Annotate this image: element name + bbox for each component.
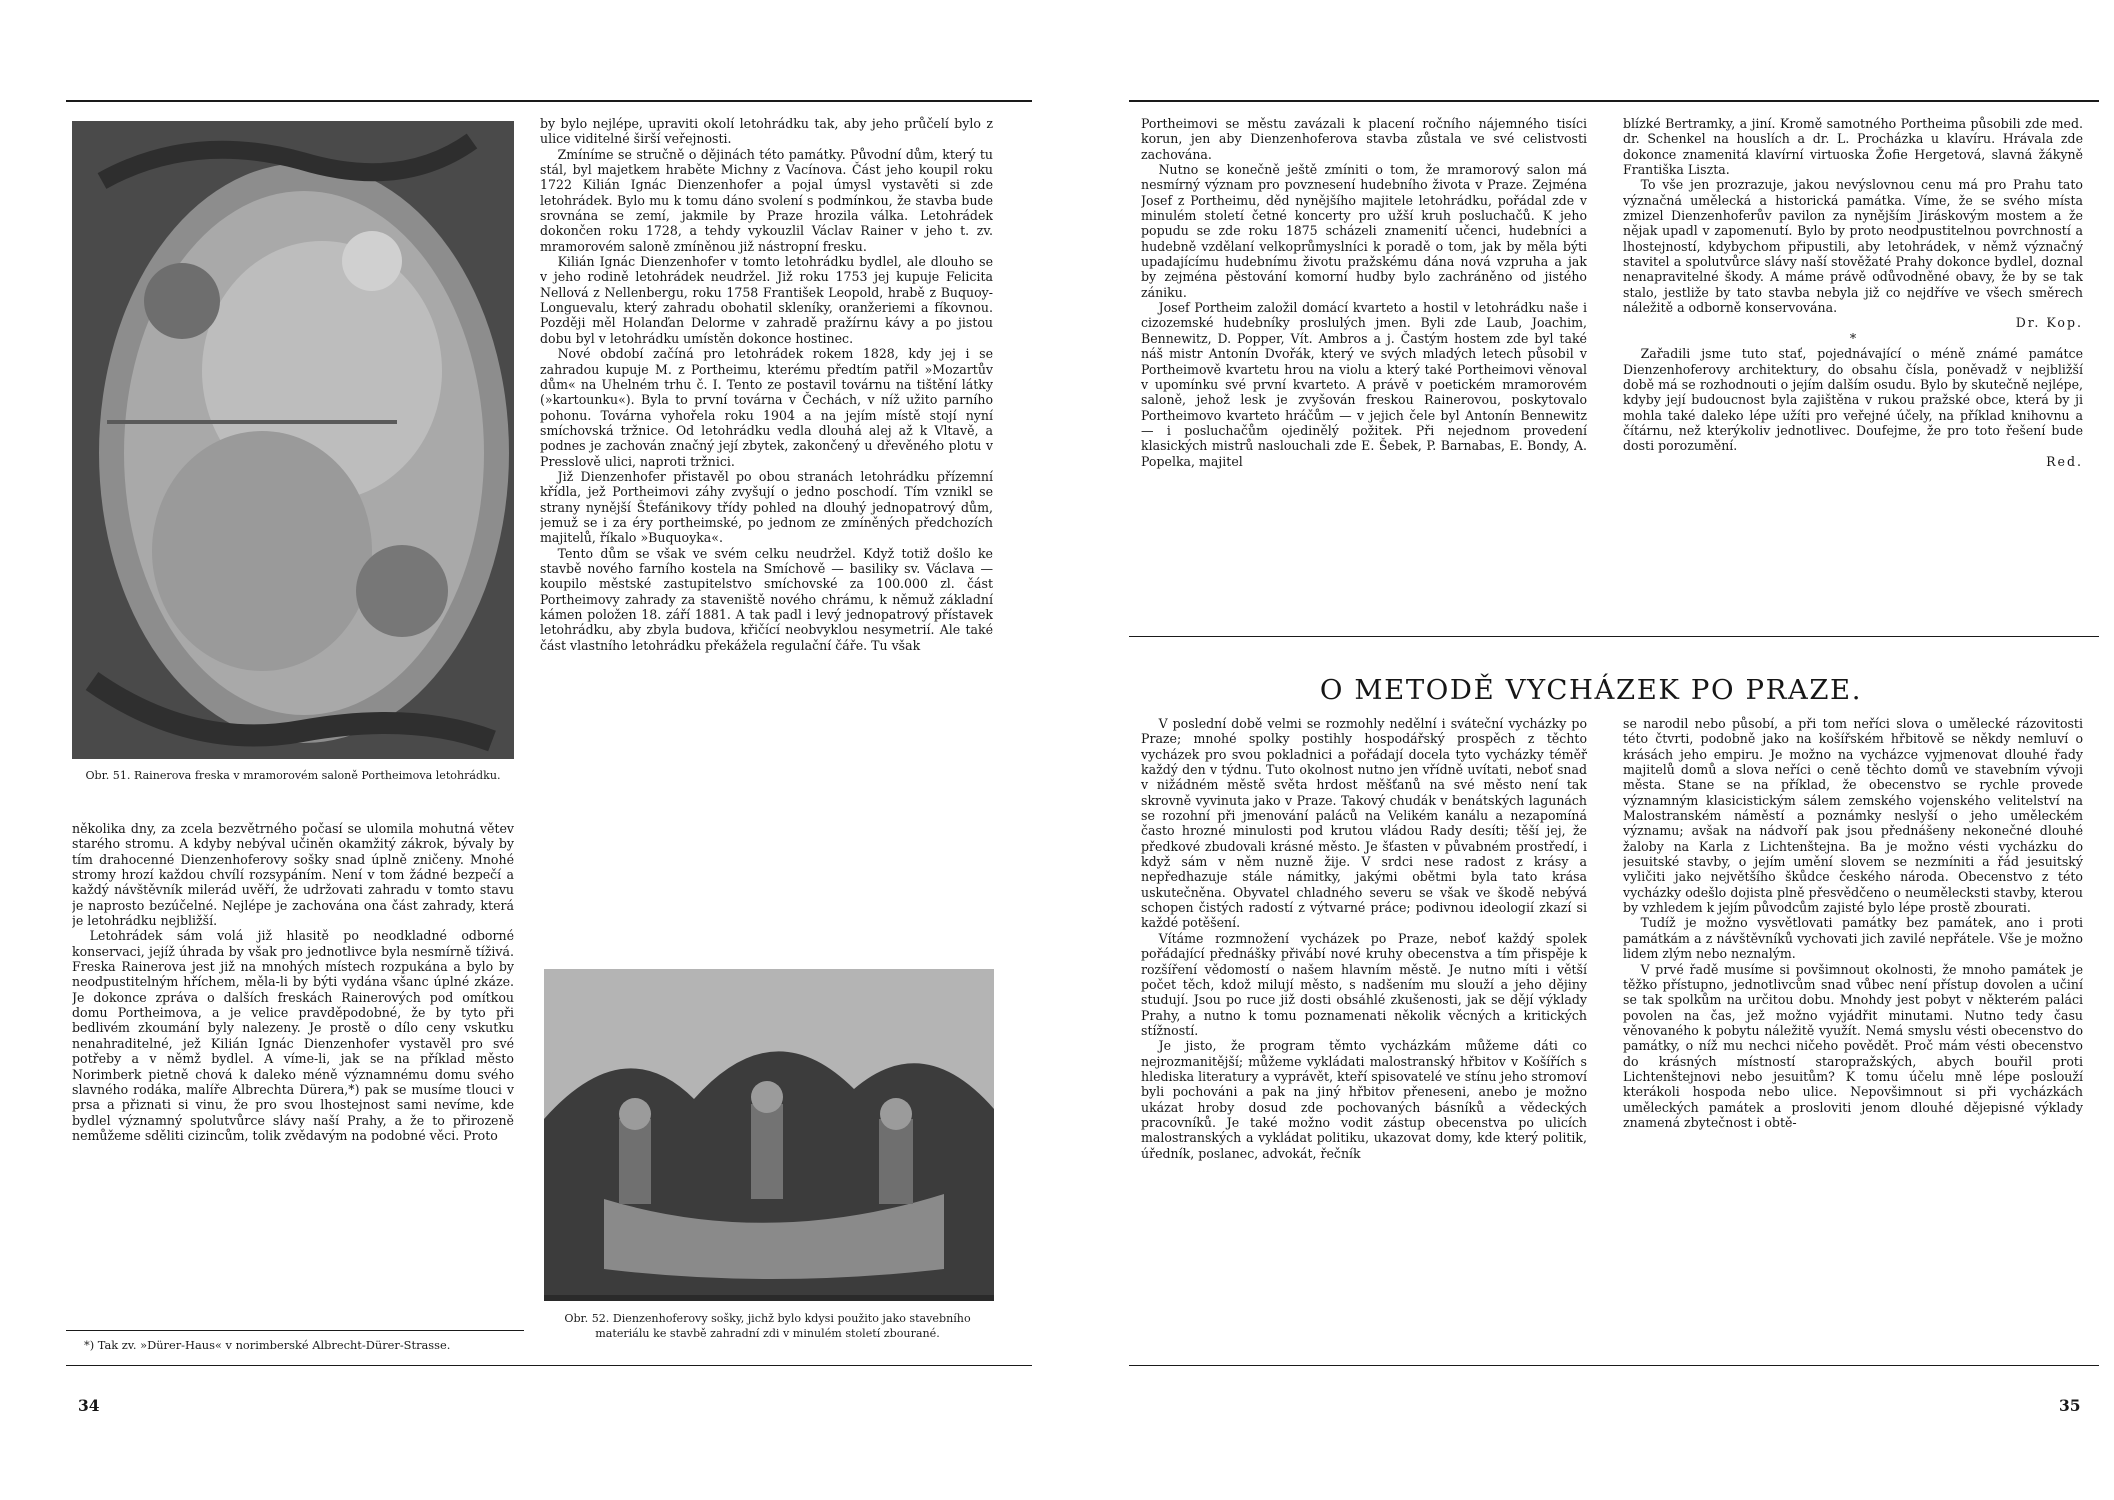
- fresco-image: [72, 121, 514, 759]
- top-rule: [1129, 100, 2099, 102]
- paragraph: Tento dům se však ve svém celku neudržel. Když totiž došlo ke stavbě nového farního kostela na Smíchově — basiliky sv. Václava — koupilo městské zastupitelstvo smíchovské za 100.000 zl. část Portheimovy zahrady za staveniště nového chrámu, k němuž základní kámen položen 18. září 1881. A tak padl i levý jednopatrový přístavek letohrádku, aby zbyla budova, křičící neobvyklou nesymetrií. Ale také část vlastního letohrádku překážela regulační čáře. Tu však: [540, 545, 993, 653]
- article-column-1: [1141, 716, 1587, 1364]
- figure-52-caption: Obr. 52. Dienzenhoferovy sošky, jichž bylo kdysi použito jako stavebního materiálu ke stavbě zahradní zdi v minulém století zbourané.: [564, 1312, 971, 1340]
- paragraph: by bylo nejlépe, upraviti okolí letohrádku tak, aby jeho průčelí bylo z ulice viditelné širší veřejnosti.: [540, 116, 993, 147]
- top-rule: [66, 100, 1032, 102]
- right-page-top-column-2: [1623, 116, 2083, 626]
- figure-51-caption: Obr. 51. Rainerova freska v mramorovém saloně Portheimova letohrádku.: [85, 769, 501, 782]
- paragraph: Zmíníme se stručně o dějinách této památky. Původní dům, který tu stál, byl majetkem hraběte Michny z Vacínova. Část jeho koupil roku 1722 Kilián Ignác Dienzenhofer a pojal úmysl vystavěti si zde letohrádek. Bylo mu k tomu dáno svolení s podmínkou, že stavba bude srovnána se zemí, jakmile by Praze hrozila válka. Letohrádek dokončen roku 1728, a tehdy vykouzlil Václav Rainer v jeho t. zv. mramorovém saloně zmíněnou již nástropní fresku.: [540, 146, 993, 254]
- left-page-column-2: [540, 116, 993, 946]
- bottom-rule: [1129, 1365, 2099, 1366]
- signature-red: Red.: [2046, 453, 2083, 469]
- section-rule: [1129, 636, 2099, 637]
- article-title: O METODĚ VYCHÁZEK PO PRAZE.: [1319, 674, 1863, 706]
- paragraph: Nové období začíná pro letohrádek rokem 1828, kdy jej i se zahradou kupuje M. z Portheimu, kterému předtím patřil »Mozartův dům« na Uhelném trhu č. I. Tento ze postavil továrnu na tištění látky (»kartounku«). Byla to první továrna v Čechách, v níž užito parního pohonu. Továrna vyhořela roku 1904 a na jejím místě stojí nyní smíchovská tržnice. Od letohrádku vedla dlouhá alej až k Vltavě, a podnes je zachován značný její zbytek, zakončený u dřevěného plotu v Presslově ulici, naproti tržnici.: [540, 346, 993, 469]
- paragraph: Portheimovi se městu zavázali k placení ročního nájemného tisíci korun, jen aby Dienzenhoferova stavba zůstala ve své celistvosti zachována.: [1141, 116, 1587, 162]
- paragraph: Vítáme rozmnožení vycházek po Praze, neboť každý spolek pořádající přednášky přivábí nové kruhy obecenstva a tím přispěje k rozšíření vědomostí o našem hlavním městě. Je nutno míti i větší počet těch, kdož milují město, s nadšením mu slouží a jeho dějiny studují. Jsou po ruce již dosti obsáhlé zkušenosti, jak se dějí výklady Prahy, a nutno k tomu poznamenati několik věcných a kritických stížností.: [1141, 930, 1587, 1038]
- paragraph: Je jisto, že program těmto vycházkám můžeme dáti co nejrozmanitější; můžeme vykládati malostranský hřbitov v Košířích s hlediska literatury a vyprávět, kteří spisovatelé ve stínu jeho stromoví byli pochováni a pak na jiný hřbitov přeneseni, anebo je možno ukázat hroby dosud zde pochovaných básníků a vědeckých pracovníků. Je také možno vodit zástup obecenstva po ulicích malostranských a vykládat politiku, ukazovat domy, kde který politik, úředník, poslanec, advokát, řečník: [1141, 1038, 1587, 1161]
- page-number: 35: [2059, 1396, 2081, 1415]
- paragraph: To vše jen prozrazuje, jakou nevýslovnou cenu má pro Prahu tato význačná umělecká a historická památka. Víme, že se svého místa zmizel Dienzenhoferův pavilon za nynějším Jiráskovým mostem a že nějak upadl v zapomenutí. Bylo by proto neodpustitelnou povrchností a lhostejností, kdybychom připustili, aby letohrádek, v němž význačný stavitel a spolutvůrce slávy naší stověžaté Prahy dokonce bydlel, doznal nenapravitelné škody. A máme právě odůvodněné obavy, že by se tak stalo, jestliže by tato stavba nebyla již co nejdříve ve všech směrech náležitě a odborně konservována.: [1623, 177, 2083, 316]
- statues-image: [544, 969, 994, 1301]
- signature-kop: Dr. Kop.: [2015, 315, 2083, 331]
- paragraph: Zařadili jsme tuto stať, pojednávající o méně známé památce Dienzenhoferovy architektury, do obsahu čísla, poněvadž v nejbližší době má se rozhodnouti o jejím dalším osudu. Bylo by skutečně nejlépe, kdyby její budoucnost byla zajištěna v rukou pražské obce, která by ji mohla také daleko lépe užíti pro veřejné účely, na příklad knihovnu a čítárnu, než kterýkoliv jednotlivec. Doufejme, že pro toto řešení bude dosti porozumění.: [1623, 346, 2083, 454]
- paragraph: několika dny, za zcela bezvětrného počasí se ulomila mohutná větev starého stromu. A kdyby nebýval učiněn okamžitý zákrok, bývaly by tím drahocenné Dienzenhoferovy sošky snad úplně zničeny. Mnohé stromy hrozí každou chvílí rozsypáním. Není v tom žádné bezpečí a každý návštěvník milerád uvěří, že udržovati zahradu v tomto stavu je naprosto bezúčelné. Nejlépe je zachována ona část zahrady, která je letohrádku nejbližší.: [72, 821, 514, 929]
- fresco-photo: [72, 121, 514, 759]
- left-page-column-1: [72, 821, 514, 1319]
- paragraph: V prvé řadě musíme si povšimnout okolnosti, že mnoho památek je těžko přístupno, jednotlivcům snad vůbec není přístup dovolen a učiní se tak spolkům na určitou dobu. Mnohdy jest pobyt v některém paláci povolen na čas, jež možno vyjádřit minutami. Nutno tedy času věnovaného k pobytu náležitě využít. Nemá smyslu vésti obecenstvo do památky, o níž mu nechci ničeho povědět. Proč mám vésti obecenstvo do krásných místností staropražských, abych bouřil proti Lichtenštejnovi nebo jesuitům? K tomu účelu mně lépe poslouží kterákoli hospoda nebo ulice. Nepovšimnout si při vycházkách uměleckých památek a prosloviti jenom dlouhé dějepisné výklady znamená zbytečnost i obtě-: [1623, 961, 2083, 1130]
- paragraph: Josef Portheim založil domácí kvarteto a hostil v letohrádku naše i cizozemské hudebníky proslulých jmen. Byli zde Laub, Joachim, Bennewitz, D. Popper, Vít. Ambros a j. Častým hostem zde byl také náš mistr Antonín Dvořák, který ve svých mladých letech působil v Portheimově kvartetu hrou na violu a který také Portheimovi věnoval v upomínku své první kvarteto. A právě v poetickém mramorovém saloně, jehož lesk je zvyšován freskou Rainerovou, poskytovalo Portheimovo kvarteto hráčům — v jejich čele byl Antonín Bennewitz — i posluchačům ojedinělý požitek. Při nejednom provedení klasických mistrů naslouchali zde E. Šebek, P. Barnabas, E. Bondy, A. Popelka, majitel: [1141, 300, 1587, 469]
- paragraph: Kilián Ignác Dienzenhofer v tomto letohrádku bydlel, ale dlouho se v jeho rodině letohrádek neudržel. Již roku 1753 jej kupuje Felicita Nellová z Nellenbergu, roku 1758 František Leopold, hrabě z Buquoy-Longuevalu, který zahradu obohatil skleníky, oranžeriemi a fíkovnou. Později měl Holanďan Delorme v zahradě pražírnu kávy a po jistou dobu byl v letohrádku umístěn dokonce hostinec.: [540, 254, 993, 346]
- right-page: [1057, 0, 2114, 1500]
- page-number: 34: [78, 1396, 100, 1415]
- paragraph: blízké Bertramky, a jiní. Kromě samotného Portheima působili zde med. dr. Schenkel na houslích a dr. L. Procházka u klavíru. Hrávala zde dokonce znamenitá klavírní virtuoska Žofie Hergetová, slavná žákyně Františka Liszta.: [1623, 116, 2083, 178]
- paragraph: Nutno se konečně ještě zmíniti o tom, že mramorový salon má nesmírný význam pro povznesení hudebního života v Praze. Zejména Josef z Portheimu, děd nynějšího majitele letohrádku, pořádal zde v minulém století četné koncerty pro užší kruh posluchačů. K jeho popudu se zde roku 1875 scházeli znamenití učenci, hudebníci a hudebně vzdělaní velkoprůmyslníci k poradě o tom, jak by měla býti upadajícímu hudebnímu životu pražskému dána nová vzpruha a jak by zejména pěstování komorní hudby bylo zachráněno od jistého zániku.: [1141, 162, 1587, 300]
- paragraph: Již Dienzenhofer přistavěl po obou stranách letohrádku přízemní křídla, jež Portheimovi záhy zvyšují o jedno poschodí. Tím vznikl se strany nynější Štefánikovy třídy pohled na dlouhý jednopatrový dům, jemuž se i za éry portheimské, po jednom ze zmíněných předchozích majitelů, říkalo »Buquoyka«.: [540, 468, 993, 546]
- paragraph: Letohrádek sám volá již hlasitě po neodkladné odborné konservaci, jejíž úhrada by však pro jednotlivce byla nesmírně tíživá. Freska Rainerova jest již na mnohých místech rozpukána a bylo by neodpustitelným hříchem, měla-li by býti vydána všanc úplné zkáze. Je dokonce zpráva o dalších freskách Rainerových pod omítkou domu Portheimova, a je velice pravděpodobné, že by tyto při bedlivém zkoumání byly nalezeny. Je prostě o dílo ceny vskutku nenahraditelné, jež Kilián Ignác Dienzenhofer vystavěl pro své potřeby a v němž bydlel. A víme-li, jak se na příklad město Norimberk pietně chová k daleko méně významnému domu svého slavného rodáka, malíře Albrechta Dürera,*) pak se musíme tlouci v prsa a přiznati si vinu, že pro svou lhostejnost sami nevíme, kde bydlel významný spolutvůrce slávy naší Prahy, a že to přirozeně nemůžeme sděliti cizincům, tolik zvědavým na podobné věci. Proto: [72, 928, 514, 1143]
- paragraph: V poslední době velmi se rozmohly nedělní i sváteční vycházky po Praze; mnohé spolky postihly hospodářský prospěch z těchto vycházek pro svou pokladnici a pořádají docela tyto vycházky téměř každý den v týdnu. Tuto okolnost nutno jen vřídně uvítati, neboť snad v nižádném městě světa hrdost měšťanů na své město není tak skrovně vyvinuta jako v Praze. Takový chudák v benátských lagunách se rozohní při jmenování paláců na Velikém kanálu a nezapomíná často hrozné minulosti pod krutou vládou Rady desíti; těší jej, že předkové zbudovali krásné město. Je šťasten v půvabném prostředí, i když sám v něm nuzně žije. V srdci nese radost z krásy a nepředhazuje stále námitky, jakými obětmi byla tato krása uskutečněna. Obyvatel chladného severu se však ve škodě nebývá schopen čistých radostí z výtvarné práce; podivnou ideologií zkazí si každé potěšení.: [1141, 716, 1587, 931]
- paragraph: se narodil nebo působí, a při tom neříci slova o umělecké rázovitosti této čtvrti, podobně jako na košířském hřbitově se někdy nemluví o krásách jeho empiru. Je možno na vycházce vyjmenovat dlouhé řady majitelů domů a slova neříci o ceně těchto domů ve stavebním vývoji města. Stane se na příklad, že obecenstvo se rychle provede významným klasicistickým sálem zemského vojenského velitelství na Malostranském náměstí a poznámky neslyší o jeho uměleckém významu; avšak na nádvoří pak jsou přednášeny nekonečné dlouhé žaloby na Karla z Lichtenštejna. Ba je možno vésti vycházku do jesuitské stavby, o jejím umění slovem se nezmíniti a řád jesuitský vyličiti jako největšího škůdce českého národa. Obecenstvo z této vycházky odešlo dojista plně přesvědčeno o neumělecksti stavby, kterou by vzhledem k jejím původcům zajisté bylo lépe prostě zbourati.: [1623, 716, 2083, 916]
- footnote: *) Tak zv. »Dürer-Haus« v norimberské Albrecht-Dürer-Strasse.: [84, 1338, 451, 1352]
- statues-photo: [544, 969, 994, 1301]
- footnote-rule: [66, 1330, 524, 1331]
- bottom-rule: [66, 1365, 1032, 1366]
- right-page-top-column-1: [1141, 116, 1587, 626]
- section-asterisk: *: [1849, 330, 1857, 346]
- article-column-2: [1623, 716, 2083, 1364]
- paragraph: Tudíž je možno vysvětlovati památky bez památek, ano i proti památkám a z návštěvníků vychovati jich zavilé nepřátele. Vše je možno lidem zlým nebo neznalým.: [1623, 915, 2083, 962]
